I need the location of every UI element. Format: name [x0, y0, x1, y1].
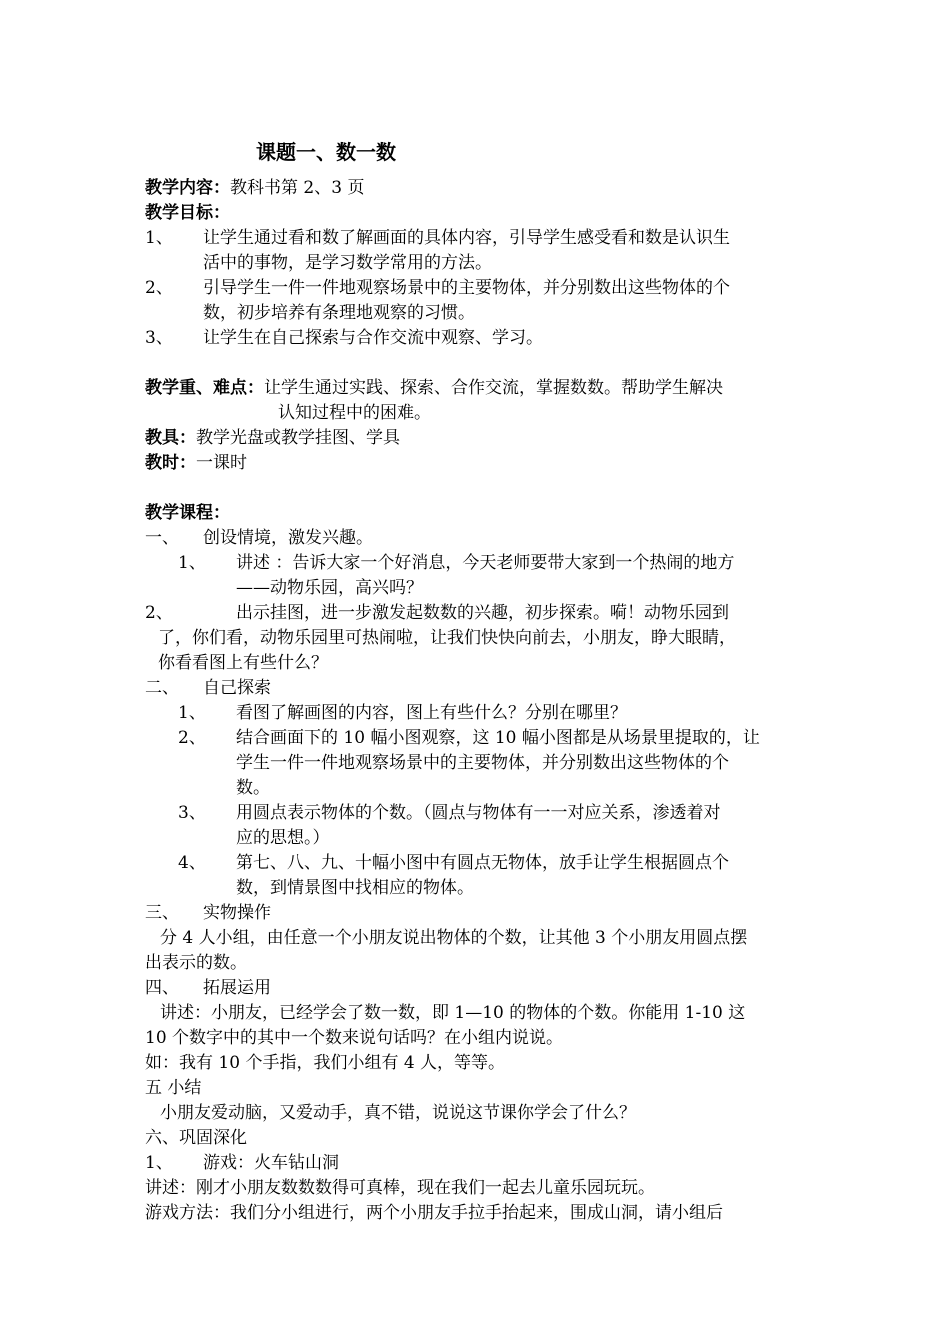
s1-2-line3: 你看看图上有些什么？: [158, 653, 328, 673]
page-title: 课题一、数一数: [256, 140, 396, 164]
s2-2-line3: 数。: [236, 778, 270, 798]
s5-heading: 五 小结: [145, 1078, 202, 1098]
s2-4-line2: 数，到情景图中找相应的物体。: [236, 878, 474, 898]
s4-line1: 讲述：小朋友，已经学会了数一数，即 1—10 的物体的个数。你能用 1-10 这: [160, 1003, 746, 1023]
s1-1-line2: ——动物乐园，高兴吗？: [236, 578, 423, 598]
s2-4-num: 4、: [178, 853, 206, 873]
s1-text: 创设情境，激发兴趣。: [203, 528, 373, 548]
time-row: [145, 451, 247, 475]
s2-2-line1: 结合画面下的 10 幅小图观察，这 10 幅小图都是从场景里提取的，让: [236, 728, 760, 748]
tools-row: [145, 426, 400, 450]
s2-text: 自己探索: [203, 678, 271, 698]
goal-2-line1: 引导学生一件一件地观察场景中的主要物体，并分别数出这些物体的个: [203, 278, 730, 298]
key-line1: 让学生通过实践、探索、合作交流，掌握数数。帮助学生解决: [264, 378, 723, 398]
goal-2-line2: 数，初步培养有条理地观察的习惯。: [203, 303, 475, 323]
s6-heading: 六、巩固深化: [145, 1128, 247, 1148]
tools-value: 教学光盘或教学挂图、学具: [196, 428, 400, 448]
goal-3-num: 3、: [145, 328, 173, 348]
tools-label: 教具：: [145, 428, 196, 448]
s4-num: 四、: [145, 978, 179, 998]
goal-3-line1: 让学生在自己探索与合作交流中观察、学习。: [203, 328, 543, 348]
s2-3-num: 3、: [178, 803, 206, 823]
key-line2: 认知过程中的困难。: [278, 403, 431, 423]
s3-line1: 分 4 人小组，由任意一个小朋友说出物体的个数，让其他 3 个小朋友用圆点摆: [160, 928, 748, 948]
s3-num: 三、: [145, 903, 179, 923]
s2-3-line2: 应的思想。）: [236, 828, 330, 848]
time-label: 教时：: [145, 453, 196, 473]
s2-1-line1: 看图了解画图的内容，图上有些什么？分别在哪里？: [236, 703, 627, 723]
content-value: 教科书第 2、3 页: [230, 178, 365, 198]
content-row: [145, 176, 364, 200]
s2-2-num: 2、: [178, 728, 206, 748]
s4-line2: 10 个数字中的其中一个数来说句话吗？在小组内说说。: [145, 1028, 564, 1048]
s1-2-line1: 出示挂图，进一步激发起数数的兴趣，初步探索。嗬！动物乐园到: [236, 603, 729, 623]
s3-text: 实物操作: [203, 903, 271, 923]
s6-game-text: 游戏：火车钻山洞: [203, 1153, 339, 1173]
s6-line1: 讲述：刚才小朋友数数数得可真棒，现在我们一起去儿童乐园玩玩。: [145, 1178, 655, 1198]
s1-2-line2: 了，你们看，动物乐园里可热闹啦，让我们快快向前去，小朋友，睁大眼睛，: [158, 628, 736, 648]
s1-num: 一、: [145, 528, 179, 548]
s4-text: 拓展运用: [203, 978, 271, 998]
goals-heading: 教学目标：: [145, 203, 230, 223]
s2-num: 二、: [145, 678, 179, 698]
s3-line2: 出表示的数。: [145, 953, 247, 973]
s6-game-num: 1、: [145, 1153, 173, 1173]
goal-1-line2: 活中的事物，是学习数学常用的方法。: [203, 253, 492, 273]
s2-4-line1: 第七、八、九、十幅小图中有圆点无物体，放手让学生根据圆点个: [236, 853, 729, 873]
key-row: [145, 376, 723, 400]
s1-2-num: 2、: [145, 603, 173, 623]
time-value: 一课时: [196, 453, 247, 473]
s1-1-num: 1、: [178, 553, 206, 573]
goal-1-num: 1、: [145, 228, 173, 248]
goal-2-num: 2、: [145, 278, 173, 298]
content-label: 教学内容：: [145, 178, 230, 198]
s2-3-line1: 用圆点表示物体的个数。（圆点与物体有一一对应关系，渗透着对: [236, 803, 721, 823]
s5-line1: 小朋友爱动脑，又爱动手，真不错，说说这节课你学会了什么？: [160, 1103, 636, 1123]
process-heading: 教学课程：: [145, 503, 230, 523]
key-label: 教学重、难点：: [145, 378, 264, 398]
goal-1-line1: 让学生通过看和数了解画面的具体内容，引导学生感受看和数是认识生: [203, 228, 730, 248]
s2-2-line2: 学生一件一件地观察场景中的主要物体，并分别数出这些物体的个: [236, 753, 729, 773]
s4-line3: 如：我有 10 个手指，我们小组有 4 人，等等。: [145, 1053, 506, 1073]
s1-1-line1: 讲述 ：告诉大家一个好消息，今天老师要带大家到一个热闹的地方: [236, 553, 735, 573]
s2-1-num: 1、: [178, 703, 206, 723]
s6-line2: 游戏方法：我们分小组进行，两个小朋友手拉手抬起来，围成山洞，请小组后: [145, 1203, 723, 1223]
